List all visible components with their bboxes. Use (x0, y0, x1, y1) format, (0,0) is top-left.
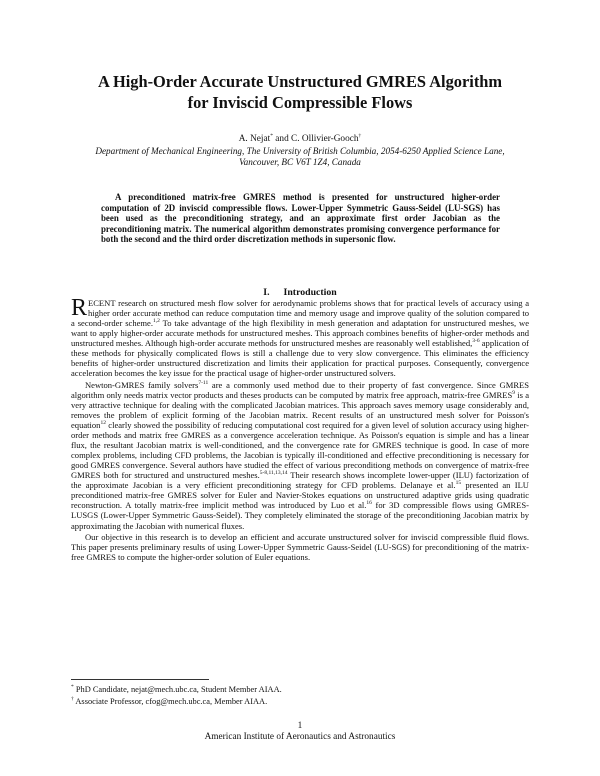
citation-ref: 15 (455, 480, 462, 487)
paragraph-2-text-a: Newton-GMRES family solvers (85, 379, 199, 390)
citation-ref: 9 (512, 389, 515, 396)
citation-ref: 12 (100, 420, 106, 427)
organization-footer: American Institute of Aeronautics and Astronautics (204, 732, 396, 742)
citation-ref: 16 (366, 500, 372, 507)
title-line-1: A High-Order Accurate Unstructured GMRES Algorithm (97, 72, 503, 91)
title-line-2: for Inviscid Compressible Flows (187, 93, 413, 112)
author-2-footnote-mark: † (358, 133, 362, 139)
paragraph-2-text-d: clearly showed the possibility of reducing computational cost required for a given level of solution accuracy using higher-order methods and matrix free GMRES as a convergence acceleration technique. As Poisson's equation is simple and has a linear flux, the resultant Jacobian matrix is well-conditioned, and the convergence rate for GMRES technique is good. In case of more complex problems, including CFD problems, the Jacobian is typically ill-conditioned and effective preconditioning is necessary for good GMRES convergence. Several authors have studied the effect of various preconditiong methods on convergence of matrix-free GMRES both for structured and unstructured meshes. (71, 420, 529, 481)
page-number: 1 (297, 721, 303, 731)
author-1: A. Nejat (238, 134, 271, 144)
section-number: I. (263, 287, 270, 298)
paper-title (40, 71, 560, 113)
paragraph-2-text-f: presented an ILU preconditioned matrix-free GMRES solver for Euler and Navier-Stokes equations on unstructured adaptive grids using quadratic reconstruction. A totally matrix-free implicit method was introduced by Luo et al. (71, 480, 529, 511)
footnote-1-text: PhD Candidate, nejat@mech.ubc.ca, Student Member AIAA. (73, 685, 282, 694)
footnote-1-mark: * (71, 684, 74, 690)
citation-ref: 1,2 (152, 318, 160, 325)
author-list (40, 134, 560, 145)
paragraph-1 (71, 295, 530, 379)
footnote-1 (71, 685, 529, 695)
footnote-divider (71, 679, 209, 680)
paragraph-2-text-b: are a commonly used method due to their property of fast convergence. Since GMRES algorithm only needs matrix vector products and theses products can be computed by matrix free approach, matrix-free GMRES (71, 379, 529, 400)
paragraph-1-text-a: ECENT research on structured mesh flow solver for aerodynamic problems shows that for practical levels of accuracy using a higher order accurate method can reduce computation time and memory usage and improve quality of the solution compared to a second-order scheme. (71, 298, 529, 329)
paragraph-2-text-c: is a very attractive technique for dealing with the complicated Jacobian matrices. This approach saves memory usage considerably and, removes the problem of explicit forming of the Jacobian matrix. Recent results of an unstructured mesh solver for Poisson's equation (71, 389, 529, 431)
drop-cap: R (71, 295, 88, 321)
section-heading (40, 287, 560, 298)
citation-ref: 5-8,11,13,14 (259, 470, 288, 477)
author-conjunction: and (272, 134, 292, 144)
body-text (71, 295, 530, 564)
paragraph-2-text-g: for 3D compressible flows using GMRES-LUSGS (Lower-Upper Symmetric Gauss-Seidel). They completely eliminated the storage of the preconditioning Jacobian matrix by approximating the Jacobian with numerical fluxes. (71, 500, 529, 531)
paragraph-3: Our objective in this research is to develop an efficient and accurate unstructured solver for inviscid compressible fluid flows. This paper presents preliminary results of using Lower-Upper Symmetric Gauss-Seidel (LU-SGS) for preconditioning of the matrix-free GMRES to compute the higher-order solution of Euler equations. (71, 532, 529, 563)
footnote-2 (71, 697, 529, 707)
citation-ref: 3-6 (472, 338, 480, 345)
paragraph-1-text-c: application of these methods for physically complicated flows is still a challenge due to very slow convergence. This eliminates the efficiency benefits of higher-order unstructured discretization and limits their application for practical purposes. Consequently, convergence acceleration becomes the key issue for the practical usage of higher-order unstructured solvers. (71, 338, 529, 379)
footnote-2-text: Associate Professor, cfog@mech.ubc.ca, Member AIAA. (73, 697, 268, 706)
paragraph-2 (71, 380, 529, 531)
paragraph-1-text-b: To take advantage of the high flexibility in mesh generation and adaptation for unstructured meshes, we want to apply higher-order accurate methods for unstructured meshes. This approach combines benefits of higher-order methods and unstructured meshes. Although high-order accurate methods for unstructured meshes are reasonably well established, (71, 318, 530, 349)
author-1-footnote-mark: * (270, 133, 273, 139)
citation-ref: 7-11 (198, 379, 209, 386)
abstract: A preconditioned matrix-free GMRES method is presented for unstructured higher-order computation of 2D inviscid compressible flows. Lower-Upper Symmetric Gauss-Seidel (LU-SGS) has been used as the preconditioning strategy, and an approximate first order Jacobian as the preconditioning matrix. The numerical algorithm demonstrates promising convergence performance for both the second and the third order discretization methods in supersonic flow. (101, 192, 500, 245)
affiliation-line-1: Department of Mechanical Engineering, The University of British Columbia, 2054-6250 Applied Science Lane, (95, 146, 505, 156)
affiliation (70, 146, 530, 168)
affiliation-line-2: Vancouver, BC V6T 1Z4, Canada (239, 157, 361, 167)
paragraph-2-text-e: Their research shows incomplete lower-upper (ILU) factorization of the approximate Jacobian is a very efficient preconditioning strategy for CFD problems. Delanaye et al. (71, 470, 530, 491)
section-title: Introduction (283, 287, 337, 298)
author-2: C. Ollivier-Gooch (291, 134, 359, 144)
footnote-2-mark: † (71, 696, 74, 702)
